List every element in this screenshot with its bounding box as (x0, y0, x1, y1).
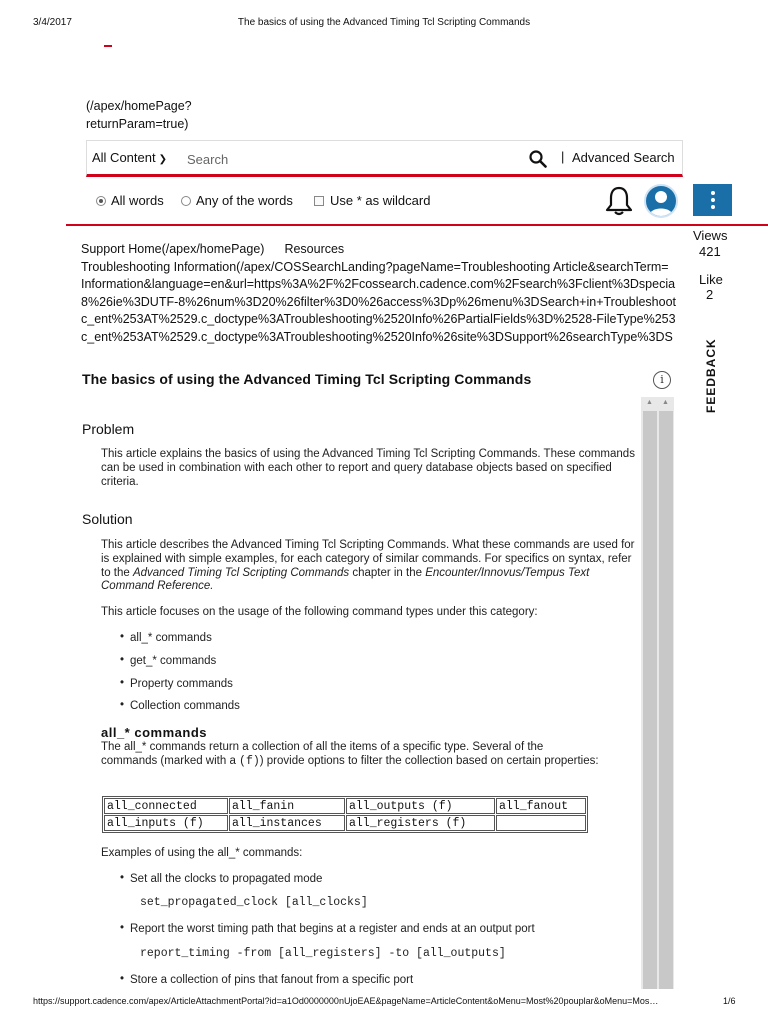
option-any-words-label: Any of the words (196, 193, 293, 208)
bell-icon[interactable] (604, 185, 634, 217)
views-label: Views (693, 228, 728, 243)
logo-dash (104, 45, 112, 47)
user-icon (646, 186, 676, 216)
list-item: • Collection commands (130, 700, 240, 712)
solution-text-part: chapter in the (349, 566, 426, 579)
solution-heading: Solution (82, 511, 133, 527)
breadcrumb (81, 241, 733, 346)
table-cell: all_connected (104, 798, 228, 814)
option-any-words[interactable] (181, 193, 293, 208)
example-code: set_propagated_clock [all_clocks] (140, 896, 368, 909)
table-cell: all_instances (229, 815, 345, 831)
scope-dropdown[interactable] (92, 150, 167, 165)
header-divider (66, 224, 768, 226)
doc-reference: Encounter/Innovus/Tempus Text Command Reference. (101, 566, 590, 593)
search-input[interactable] (185, 147, 519, 171)
more-menu-button[interactable] (693, 184, 732, 216)
likes-count: 2 (706, 287, 714, 302)
views-count: 421 (699, 244, 721, 259)
breadcrumb-url-line: c_ent%253AT%2529.c_doctype%3ATroubleshooting%2520Info%26PartialFields%3D%2528-FileType%253 (81, 312, 676, 326)
search-bar (86, 140, 683, 177)
table-row (104, 798, 586, 814)
info-icon[interactable]: i (653, 371, 671, 389)
dot-icon (711, 198, 715, 202)
list-item: • get_* commands (130, 655, 216, 667)
radio-any-words[interactable] (181, 196, 191, 206)
chevron-down-icon: ❯ (158, 154, 167, 165)
problem-heading: Problem (82, 421, 135, 437)
example-code: report_timing -from [all_registers] -to [all_outputs] (140, 947, 506, 960)
print-footer-url: https://support.cadence.com/apex/ArticleAttachmentPortal?id=a1Od0000000nUjoEAE&pageName=ArticleContent&oMenu=Most%20pouplar&oMenu=Mos… (33, 996, 659, 1006)
scrollbar[interactable] (641, 397, 674, 989)
table-cell: all_fanout (496, 798, 586, 814)
home-link[interactable]: (/apex/homePage?returnParam=true) (86, 99, 192, 131)
breadcrumb-url-line: 8%26ie%3DUTF-8%26num%3D20%26filter%3D0%26access%3Dp%26menu%3DSearch+in+Troubleshoot (81, 294, 676, 309)
filter-marker: (f) (239, 754, 260, 768)
breadcrumb-troubleshooting[interactable]: Troubleshooting Information(/apex/COSSearchLanding?pageName=Troubleshooting Article&searchTerm= (81, 259, 669, 274)
scroll-thumb[interactable] (643, 411, 657, 989)
doc-reference: Advanced Timing Tcl Scripting Commands (132, 566, 350, 579)
advanced-search-link[interactable]: Advanced Search (572, 150, 675, 165)
dot-icon (711, 191, 715, 195)
table-cell: all_registers (f) (346, 815, 495, 831)
likes-text: Like (699, 272, 723, 287)
user-avatar[interactable] (644, 184, 678, 218)
table-cell: all_outputs (f) (346, 798, 495, 814)
table-cell: all_fanin (229, 798, 345, 814)
examples-intro: Examples of using the all_* commands: (101, 847, 303, 859)
focus-text: This article focuses on the usage of the following command types under this category: (101, 606, 538, 618)
search-separator: | (561, 149, 565, 164)
scroll-up-icon[interactable]: ▲ (646, 399, 653, 406)
example-desc: • Store a collection of pins that fanout from a specific port (130, 974, 413, 986)
all-commands-text (101, 741, 601, 769)
breadcrumb-resources[interactable]: Resources (284, 242, 345, 256)
dot-icon (711, 205, 715, 209)
problem-text: This article explains the basics of using the Advanced Timing Tcl Scripting Commands. These commands can be used in combination with each other to report and query database objects based on specified criteria. (101, 448, 635, 488)
scroll-thumb[interactable] (659, 411, 673, 989)
print-page-number: 1/6 (723, 996, 736, 1006)
table-cell (496, 815, 586, 831)
solution-text (101, 539, 636, 594)
breadcrumb-url-line: c_ent%253AT%2529.c_doctype%3ATroubleshooting%2520Info%26site%3DSupport%26searchType%3DS (81, 329, 673, 344)
option-all-words[interactable] (96, 193, 164, 208)
all-text-part: The all_* commands return a collection of all the items of a specific type. Several of the commands (marked with a (101, 741, 544, 767)
article-title: The basics of using the Advanced Timing Tcl Scripting Commands (82, 371, 532, 387)
scroll-up-icon[interactable]: ▲ (662, 399, 669, 406)
feedback-label: FEEDBACK (704, 338, 718, 413)
list-item: • all_* commands (130, 632, 212, 644)
checkbox-wildcard[interactable] (314, 196, 324, 206)
scope-label: All Content (92, 150, 156, 165)
breadcrumb-support-home[interactable]: Support Home(/apex/homePage) (81, 242, 265, 256)
solution-text-part: This article describes the Advanced Timing Tcl Scripting Commands. What these commands are used for is explained with simple examples, for each category of similar commands. For specifics on syntax, refer to the (101, 539, 635, 579)
table-cell: all_inputs (f) (104, 815, 228, 831)
radio-all-words[interactable] (96, 196, 106, 206)
example-desc: • Set all the clocks to propagated mode (130, 873, 322, 885)
breadcrumb-url-line: Information&language=en&url=https%3A%2F%2Fcossearch.cadence.com%2Fsearch%3Fclient%3Dspecia (81, 277, 676, 291)
option-all-words-label: All words (111, 193, 164, 208)
commands-table (102, 796, 588, 833)
print-title: The basics of using the Advanced Timing Tcl Scripting Commands (237, 17, 531, 28)
list-item: • Property commands (130, 678, 233, 690)
option-wildcard[interactable] (314, 193, 430, 208)
all-commands-heading: all_* commands (101, 725, 207, 740)
all-text-part: ) provide options to filter the collection based on certain properties: (259, 754, 599, 767)
table-row (104, 815, 586, 831)
option-wildcard-label: Use * as wildcard (330, 193, 431, 208)
search-icon[interactable] (529, 150, 547, 168)
example-desc: • Report the worst timing path that begins at a register and ends at an output port (130, 923, 535, 935)
print-date: 3/4/2017 (33, 17, 72, 28)
